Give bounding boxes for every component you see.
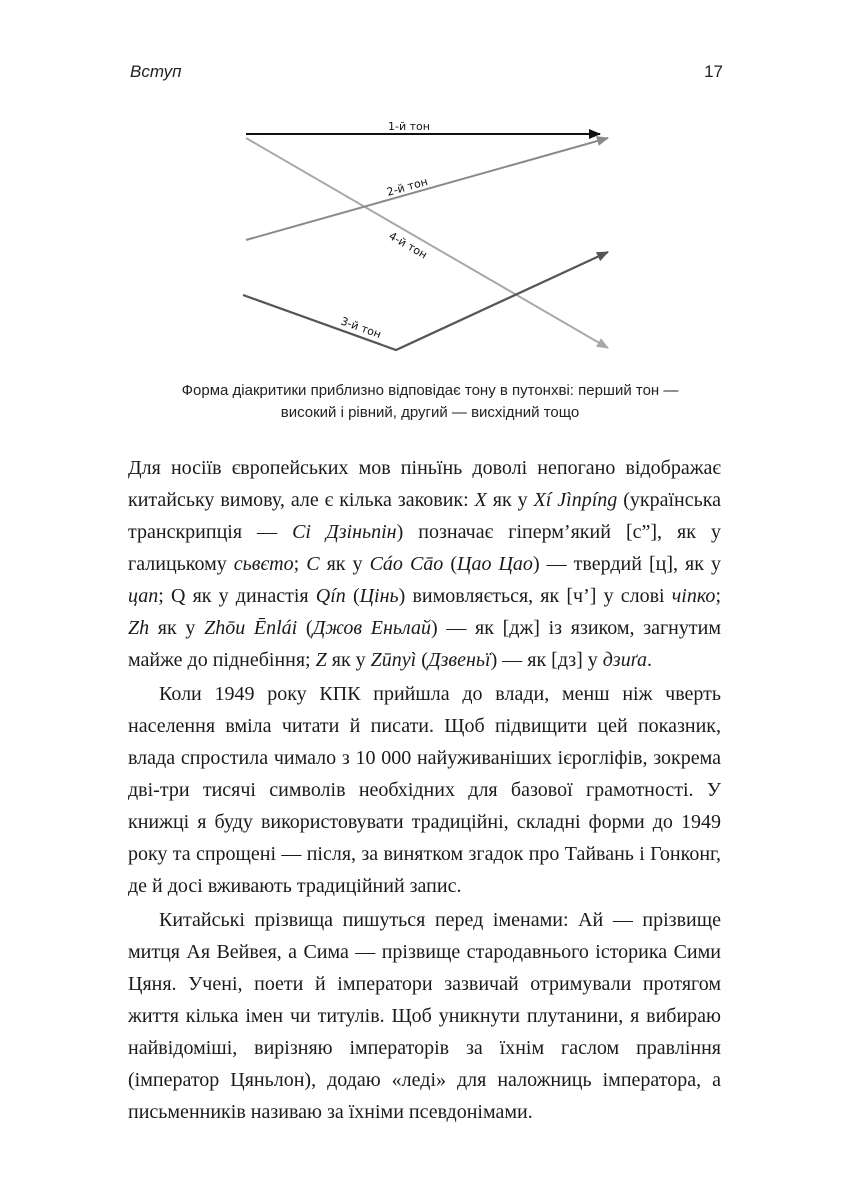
figure-caption: [150, 380, 710, 424]
tone2-label: 2-й тон: [385, 175, 430, 199]
tone4-label: 4-й тон: [386, 229, 430, 262]
caption-line-1: Форма діакритики приблизно відповідає тону в путонхві: перший тон —: [181, 382, 679, 399]
body-text: [128, 452, 721, 1128]
paragraph-simplification: Коли 1949 року КПК прийшла до влади, менш ніж чверть населення вміла читати й писати. Щоб підвищити цей показник, влада спростила чимало з 10 000 найуживаніших ієрогліфів, зокрема дві-три тисячі символів необхідних для базової грамотності. У книжці я буду використовувати традиційні, складні форми до 1949 року та спрощені — після, за винятком згадок про Тайвань і Гонконг, де й досі вживають традиційний запис.: [128, 683, 721, 897]
tone1-label: 1-й тон: [388, 120, 430, 133]
tone2-line: [246, 138, 608, 240]
tone3-label: 3-й тон: [338, 314, 383, 342]
paragraph-pinyin: Для носіїв європейських мов піньїнь доволі непогано відображає китайську вимову, але є кілька заковик: X як у Xí Jìnpíng (українська транскрипція — Сі Дзіньпін) позначає гіперм’який [с”], як у галицькому сьвєто; C як у Cáo Cāo (Цао Цао) — твердий [ц], як у цап; Q як у династія Qín (Цінь) вимовляється, як [ч’] у слові чіпко; Zh як у Zhōu Ēnlái (Джов Еньлай) — як [дж] із язиком, загнутим майже до піднебіння; Z як у Zūnyì (Дзвеньї) — як [дз] у дзиґа.: [128, 457, 721, 671]
tone-diagram: [230, 110, 630, 370]
running-head: Вступ: [130, 62, 182, 81]
tone3-line: [243, 252, 608, 350]
page-number: 17: [704, 62, 723, 81]
caption-line-2: високий і рівний, другий — висхідний тощо: [280, 404, 580, 421]
paragraph-names: Китайські прізвища пишуться перед іменами: Ай — прізвище митця Ая Вейвея, а Сима — прізвище стародавнього історика Сими Цяня. Учені, поети й імператори зазвичай отримували протягом життя кілька імен чи титулів. Щоб уникнути плутанини, я вибираю найвідоміші, вирізняю імператорів за їхнім гаслом правління (імператор Цяньлон), додаю «леді» для наложниць імператора, а письменників називаю за їхніми псевдонімами.: [128, 909, 721, 1123]
tone-diagram-svg: [230, 110, 630, 370]
